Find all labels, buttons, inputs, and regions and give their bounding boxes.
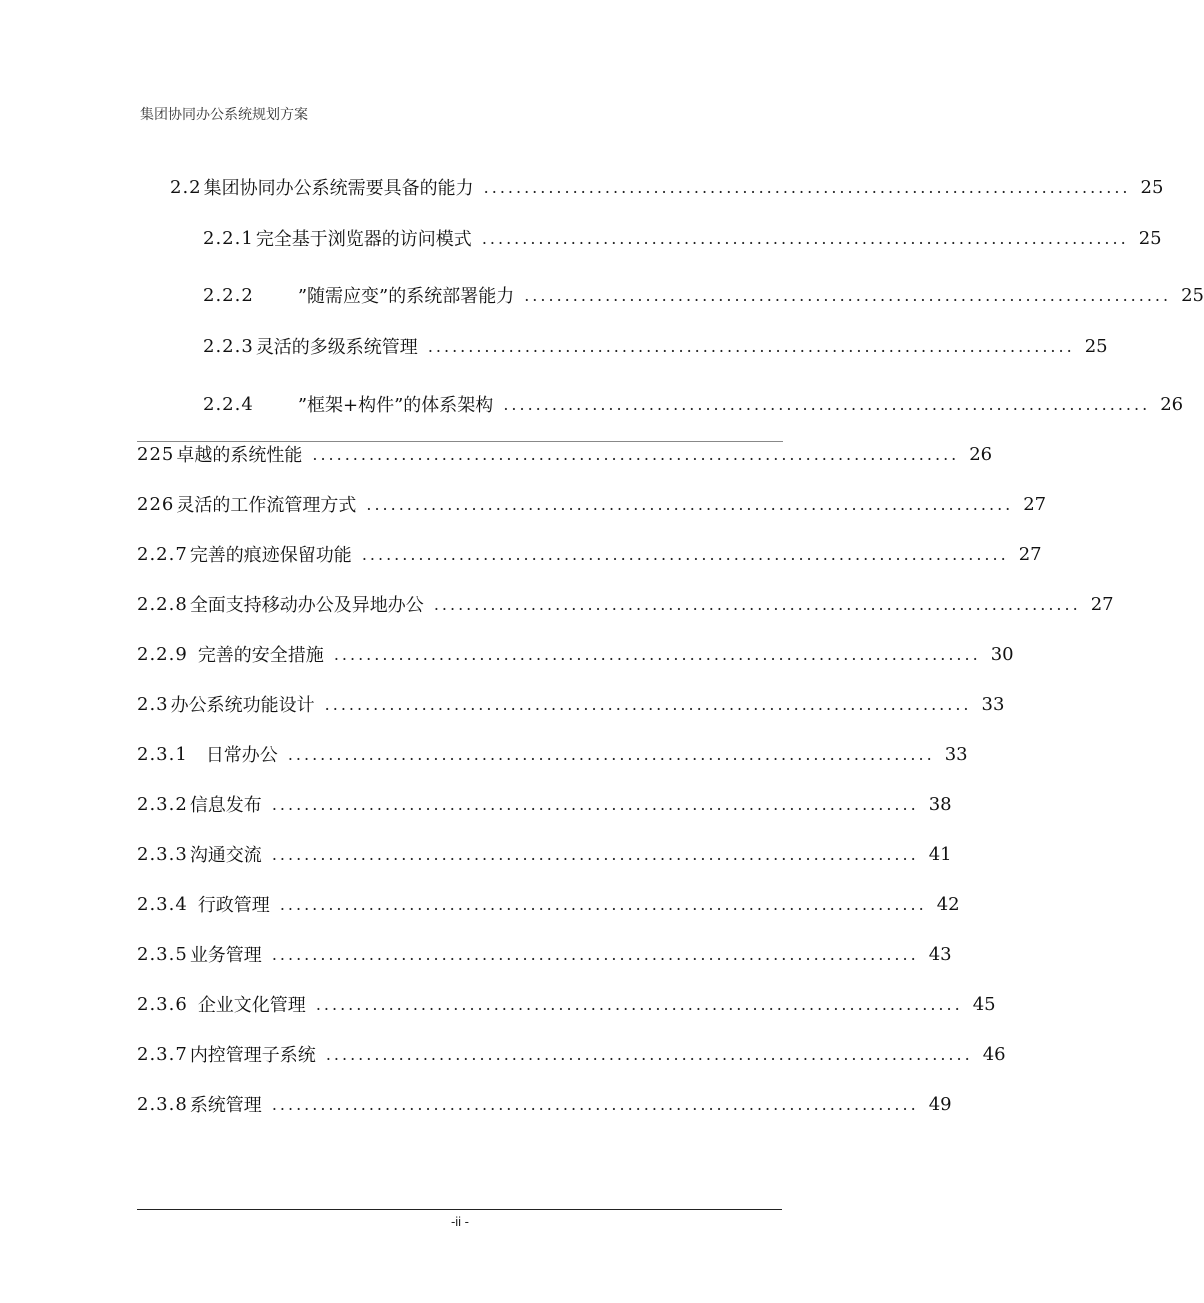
toc-leader-dots: ................................................................................ xyxy=(271,794,919,814)
toc-page-number: 33 xyxy=(981,693,1005,715)
toc-number: 2.3.4 xyxy=(137,893,188,915)
toc-entry-2-3-1[interactable] xyxy=(137,739,968,769)
toc-entry-226[interactable] xyxy=(137,489,1047,519)
running-header: 集团协同办公系统规划方案 xyxy=(140,107,308,123)
toc-number: 2.3.7 xyxy=(137,1043,188,1065)
toc-entry-2-2-9[interactable] xyxy=(137,639,1014,669)
toc-title: 完善的安全措施 xyxy=(197,645,324,666)
toc-page-number: 25 xyxy=(1181,284,1204,306)
toc-title: 业务管理 xyxy=(189,945,262,966)
toc-entry-2-3-4[interactable] xyxy=(137,889,960,919)
toc-number: 2.3.2 xyxy=(137,793,188,815)
toc-entry-2-3-8[interactable] xyxy=(137,1089,952,1119)
toc-title: 灵活的工作流管理方式 xyxy=(176,495,357,516)
toc-title: 日常办公 xyxy=(205,745,278,766)
toc-leader-dots: ................................................................................ xyxy=(287,744,935,764)
toc-number: 2.2 xyxy=(170,176,202,198)
toc-entry-2-3[interactable] xyxy=(137,689,1005,719)
toc-leader-dots: ................................................................................ xyxy=(503,394,1151,414)
toc-leader-dots: ................................................................................ xyxy=(483,177,1131,197)
toc-entry-2-3-5[interactable] xyxy=(137,939,952,969)
toc-number: 2.2.2 xyxy=(203,284,254,306)
toc-number: 2.2.3 xyxy=(203,335,254,357)
toc-title: 全面支持移动办公及异地办公 xyxy=(189,595,424,616)
toc-number: 2.2.1 xyxy=(203,227,254,249)
toc-number: 2.3.1 xyxy=(137,743,188,765)
toc-page-number: 26 xyxy=(1160,393,1184,415)
toc-title: 企业文化管理 xyxy=(197,995,306,1016)
toc-entry-2-3-2[interactable] xyxy=(137,789,952,819)
toc-number: 2.2.9 xyxy=(137,643,188,665)
toc-number: 2.3 xyxy=(137,693,169,715)
footer-page-number: -ii - xyxy=(450,1214,470,1229)
toc-entry-2-2-2[interactable] xyxy=(203,280,1204,310)
toc-entry-2-2-7[interactable] xyxy=(137,539,1042,569)
toc-title: 沟通交流 xyxy=(189,845,262,866)
toc-leader-dots: ................................................................................ xyxy=(427,336,1075,356)
toc-page-number: 49 xyxy=(928,1093,952,1115)
toc-page-number: 27 xyxy=(1018,543,1042,565)
toc-title: 完全基于浏览器的访问模式 xyxy=(255,229,472,250)
toc-number: 2.3.8 xyxy=(137,1093,188,1115)
toc-leader-dots: ................................................................................ xyxy=(361,544,1009,564)
toc-page-number: 45 xyxy=(972,993,996,1015)
toc-entry-2-3-3[interactable] xyxy=(137,839,952,869)
toc-page-number: 27 xyxy=(1023,493,1047,515)
toc-title: 集团协同办公系统需要具备的能力 xyxy=(203,178,474,199)
toc-entry-2-3-6[interactable] xyxy=(137,989,996,1019)
toc-page-number: 33 xyxy=(944,743,968,765)
toc-title: ”框架+构件”的体系架构 xyxy=(297,395,494,416)
toc-leader-dots: ................................................................................ xyxy=(279,894,927,914)
toc-leader-dots: ................................................................................ xyxy=(524,285,1172,305)
toc-number: 226 xyxy=(137,493,175,515)
toc-number: 225 xyxy=(137,443,175,465)
toc-title: 内控管理子系统 xyxy=(189,1045,316,1066)
toc-leader-dots: ................................................................................ xyxy=(271,1094,919,1114)
toc-entry-2-2-4[interactable] xyxy=(203,389,1184,419)
toc-title: 卓越的系统性能 xyxy=(176,445,303,466)
toc-leader-dots: ................................................................................ xyxy=(271,944,919,964)
toc-number: 2.3.6 xyxy=(137,993,188,1015)
toc-number: 2.2.4 xyxy=(203,393,254,415)
toc-leader-dots: ................................................................................ xyxy=(325,1044,973,1064)
toc-leader-dots: ................................................................................ xyxy=(481,228,1129,248)
toc-page-number: 41 xyxy=(928,843,952,865)
toc-number: 2.2.8 xyxy=(137,593,188,615)
toc-title: ”随需应变”的系统部署能力 xyxy=(297,286,515,307)
toc-number: 2.3.5 xyxy=(137,943,188,965)
toc-page-number: 25 xyxy=(1084,335,1108,357)
toc-title: 办公系统功能设计 xyxy=(170,695,315,716)
toc-leader-dots: ................................................................................ xyxy=(433,594,1081,614)
toc-entry-2-2[interactable] xyxy=(170,172,1164,202)
toc-page-number: 25 xyxy=(1138,227,1162,249)
toc-page-number: 25 xyxy=(1140,176,1164,198)
toc-entry-2-2-8[interactable] xyxy=(137,589,1114,619)
toc-entry-2-2-1[interactable] xyxy=(203,223,1162,253)
toc-leader-dots: ................................................................................ xyxy=(315,994,963,1014)
toc-page-number: 43 xyxy=(928,943,952,965)
toc-page-number: 27 xyxy=(1090,593,1114,615)
toc-entry-2-2-3[interactable] xyxy=(203,331,1108,361)
toc-title: 信息发布 xyxy=(189,795,262,816)
toc-page-number: 38 xyxy=(928,793,952,815)
toc-page-number: 26 xyxy=(969,443,993,465)
toc-number: 2.2.7 xyxy=(137,543,188,565)
toc-title: 系统管理 xyxy=(189,1095,262,1116)
toc-title: 灵活的多级系统管理 xyxy=(255,337,418,358)
toc-leader-dots: ................................................................................ xyxy=(312,444,960,464)
toc-page-number: 42 xyxy=(936,893,960,915)
toc-leader-dots: ................................................................................ xyxy=(271,844,919,864)
toc-title: 行政管理 xyxy=(197,895,270,916)
toc-entry-2-3-7[interactable] xyxy=(137,1039,1006,1069)
toc-leader-dots: ................................................................................ xyxy=(324,694,972,714)
footer-divider xyxy=(137,1209,782,1210)
toc-page-number: 30 xyxy=(990,643,1014,665)
toc-number: 2.3.3 xyxy=(137,843,188,865)
toc-leader-dots: ................................................................................ xyxy=(333,644,981,664)
toc-page-number: 46 xyxy=(982,1043,1006,1065)
toc-entry-225[interactable] xyxy=(137,439,993,469)
toc-title: 完善的痕迹保留功能 xyxy=(189,545,352,566)
toc-leader-dots: ................................................................................ xyxy=(366,494,1014,514)
